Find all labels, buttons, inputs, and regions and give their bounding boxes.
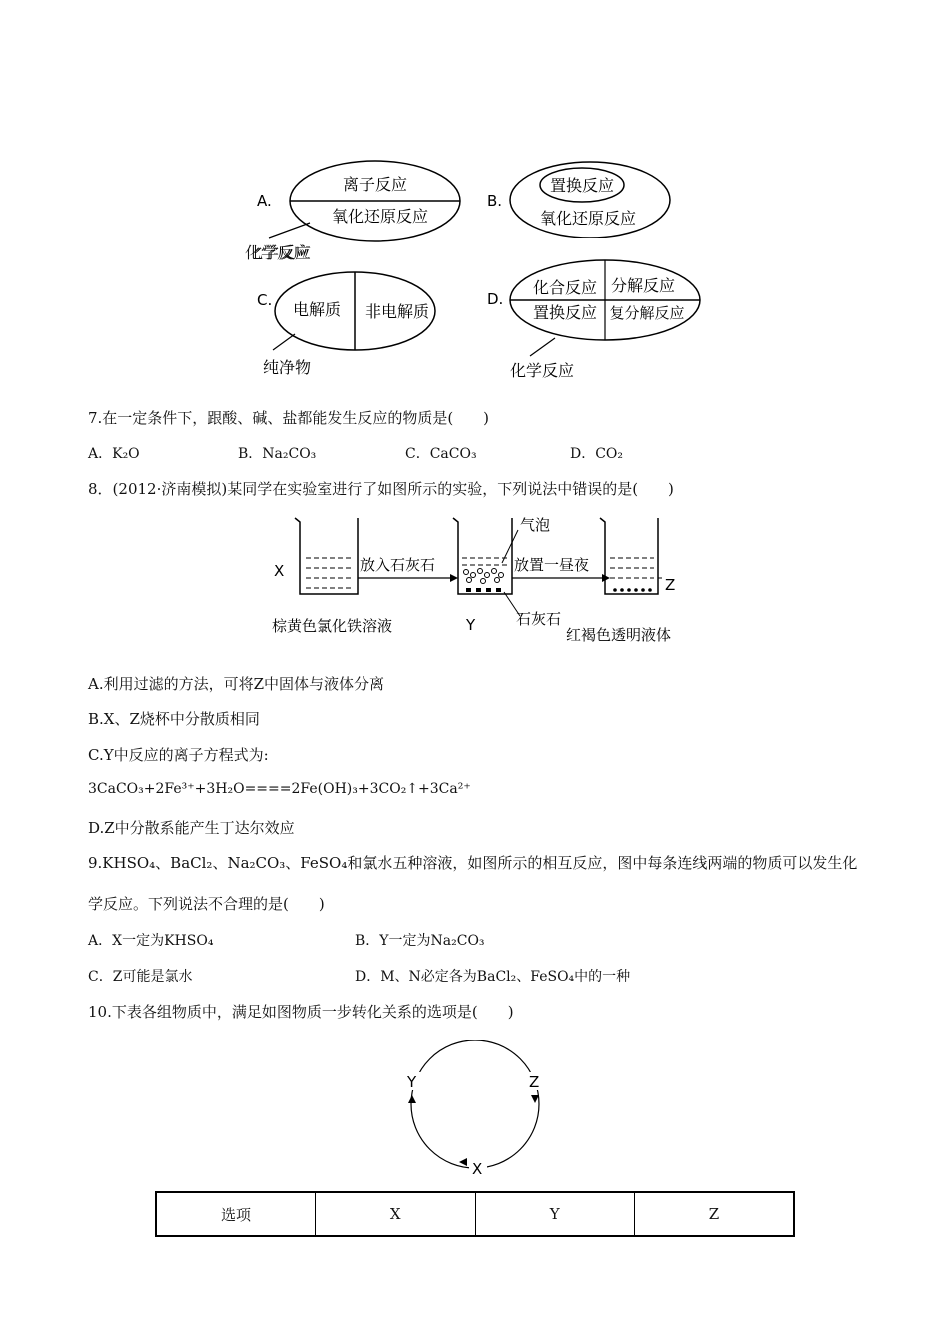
diagram-c-outer-label: 纯净物 [263, 358, 312, 377]
q8-stone-label: 石灰石 [516, 610, 562, 628]
q8-arrow1-label: 放入石灰石 [360, 556, 436, 574]
q7-option-b: B．Na₂CO₃ [238, 446, 317, 462]
q8-bubble-label: 气泡 [520, 516, 551, 534]
diagram-a-letter: A. [257, 192, 272, 210]
table-header-cell: Z [635, 1192, 795, 1236]
diagram-d-bl-label: 置换反应 [532, 303, 598, 322]
q8-option-c-equation: 3CaCO₃+2Fe³⁺+3H₂O====2Fe(OH)₃+3CO₂↑+3Ca²⁺ [88, 781, 471, 797]
q8-figure [270, 508, 700, 648]
table-header-cell: 选项 [156, 1192, 316, 1236]
diagram-d-tr-label: 分解反应 [610, 276, 676, 295]
q10-cycle-y: Y [407, 1073, 417, 1091]
diagram-c-left-label: 电解质 [292, 300, 342, 319]
diagram-d-br-label: 复分解反应 [609, 304, 685, 322]
diagram-b-letter: B. [487, 192, 503, 210]
diagram-c [255, 270, 455, 380]
diagram-d-tl-label: 化合反应 [532, 278, 598, 297]
q10-cycle-graphic [395, 1040, 555, 1180]
diagram-d-letter: D. [487, 290, 504, 308]
diagram-c-letter: C. [257, 291, 273, 309]
diagram-a-top-label: 离子反应 [342, 175, 408, 194]
table-header-cell: Y [475, 1192, 635, 1236]
q10-options-table [155, 1191, 795, 1237]
diagram-d [485, 258, 705, 383]
diagram-b-graphic [485, 158, 695, 238]
q10-cycle-x: X [472, 1160, 483, 1178]
q7-option-c: C．CaCO₃ [405, 446, 477, 462]
table-header-row [156, 1192, 794, 1236]
q8-caption-z: 红褐色透明液体 [566, 626, 672, 644]
q8-option-a: A.利用过滤的方法，可将Z中固体与液体分离 [88, 675, 385, 693]
diagram-d-outer-label: 化学反应 [510, 361, 575, 380]
q8-option-d: D.Z中分散系能产生丁达尔效应 [88, 819, 295, 837]
q7-option-d: D．CO₂ [570, 446, 624, 462]
q7-option-a: A．K₂O [88, 446, 140, 462]
q8-label-x: X [274, 562, 285, 580]
q8-stem: 8．(2012·济南模拟)某同学在实验室进行了如图所示的实验，下列说法中错误的是( ) [88, 480, 674, 498]
q10-cycle-z: Z [529, 1073, 540, 1091]
q10-stem: 10.下表各组物质中，满足如图物质一步转化关系的选项是( ) [88, 1003, 514, 1021]
q9-option-b: B．Y一定为Na₂CO₃ [355, 933, 485, 949]
q9-option-c: C．Z可能是氯水 [88, 969, 193, 985]
table-header-cell: X [316, 1192, 476, 1236]
q9-stem-line1: 9.KHSO₄、BaCl₂、Na₂CO₃、FeSO₄和氯水五种溶液，如图所示的相互反应，图中每条连线两端的物质可以发生化 [88, 854, 858, 872]
diagram-c-right-label: 非电解质 [364, 302, 430, 321]
diagram-b-outer-label: 氧化还原反应 [539, 209, 637, 228]
q10-cycle-figure [395, 1040, 555, 1180]
diagram-a-bottom-label: 氧化还原反应 [331, 207, 429, 226]
q9-option-d: D．M、N必定各为BaCl₂、FeSO₄中的一种 [355, 969, 631, 985]
q8-option-b: B.X、Z烧杯中分散质相同 [88, 710, 260, 728]
q9-option-a: A．X一定为KHSO₄ [88, 933, 214, 949]
q8-option-c: C.Y中反应的离子方程式为: [88, 746, 269, 764]
q8-caption-x: 棕黄色氯化铁溶液 [272, 617, 393, 635]
diagram-d-graphic [485, 258, 705, 383]
diagram-b-inner-label: 置换反应 [549, 176, 615, 195]
diagram-a-outer-caption: 化学反应 [245, 243, 310, 262]
q7-stem: 7.在一定条件下，跟酸、碱、盐都能发生反应的物质是( ) [88, 409, 490, 427]
q8-label-z: Z [665, 576, 676, 594]
diagram-c-graphic [255, 270, 455, 380]
q9-stem-line2: 学反应。下列说法不合理的是( ) [88, 895, 325, 913]
q8-arrow2-label: 放置一昼夜 [514, 556, 590, 574]
diagram-a-outer-label: 化学反应 [255, 243, 312, 262]
diagram-b [485, 158, 695, 238]
q8-label-y: Y [466, 616, 476, 634]
q8-figure-graphic [270, 508, 700, 648]
